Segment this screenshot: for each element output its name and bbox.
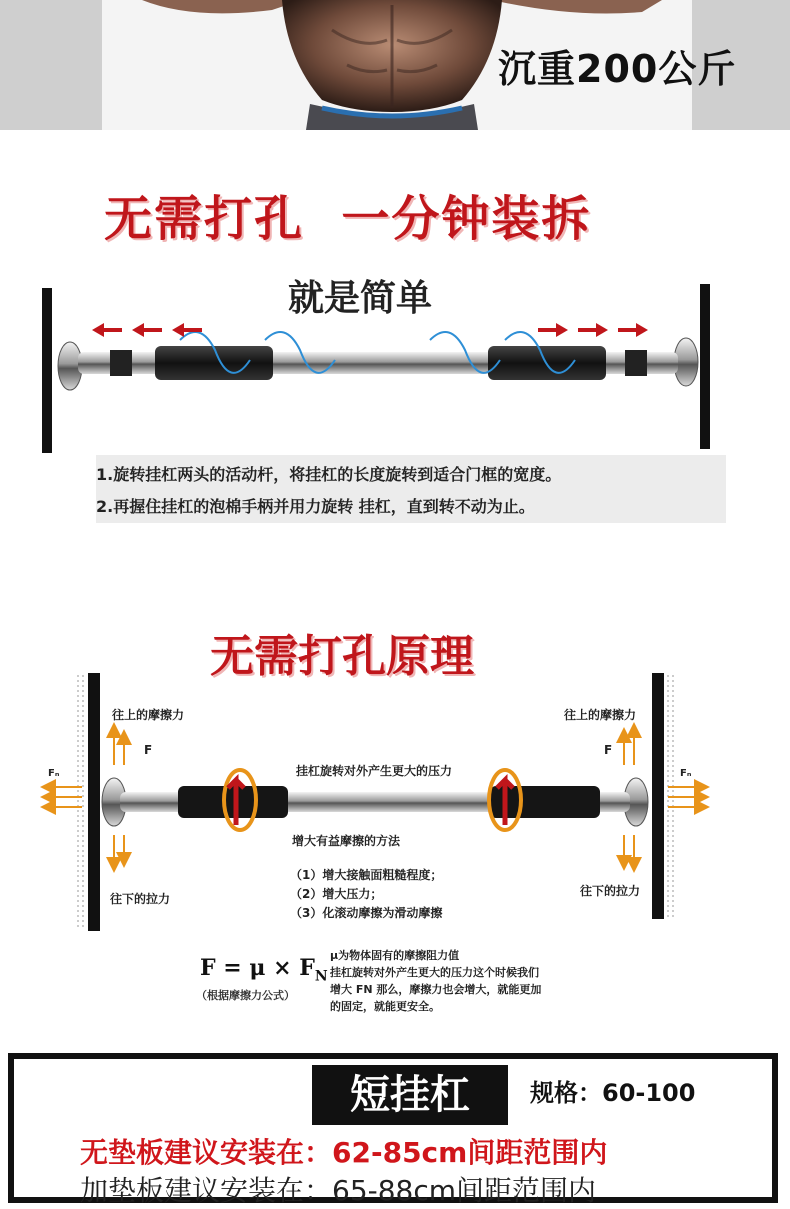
install-steps-box — [96, 455, 726, 523]
extend-arrows-right — [538, 323, 648, 337]
method-3: （3）化滚动摩擦为滑动摩擦 — [290, 906, 443, 920]
install-title: 无需打孔 一分钟装拆 — [104, 191, 592, 247]
pullup-bar-rotation-diagram — [0, 280, 790, 455]
method-2: （2）增大压力； — [290, 887, 383, 901]
banner-side-left — [0, 0, 102, 130]
install-step-1: 1.旋转挂杠两头的活动杆，将挂杠的长度旋转到适合门框的宽度。 — [96, 465, 562, 484]
wall-right — [652, 673, 664, 919]
formula-note: （根据摩擦力公式） — [196, 989, 295, 1002]
banner-panel — [0, 0, 790, 130]
up-friction-label-right: 往上的摩擦力 — [564, 708, 637, 722]
weight-capacity-text: 沉重200公斤 — [498, 47, 737, 91]
explain-line-2: 挂杠旋转对外产生更大的压力这个时候我们 — [330, 966, 539, 979]
wall-left — [88, 673, 100, 931]
explain-line-1: μ为物体固有的摩擦阻力值 — [330, 949, 460, 962]
method-title: 增大有益摩擦的方法 — [292, 834, 401, 848]
product-name-badge: 短挂杠 — [312, 1065, 508, 1125]
force-fn-label-right: Fₙ — [680, 768, 692, 779]
principle-title: 无需打孔原理 — [210, 631, 474, 682]
door-frame-left — [42, 288, 52, 453]
spec-panel — [0, 1045, 790, 1207]
principle-panel — [0, 550, 790, 1045]
rotation-pressure-label: 挂杠旋转对外产生更大的压力 — [296, 764, 453, 778]
product-size-spec: 规格：60-100 — [530, 1079, 696, 1107]
method-1: （1）增大接触面粗糙程度； — [290, 868, 443, 882]
install-subtitle: 就是简单 — [288, 278, 433, 319]
force-f-label-left: F — [144, 743, 153, 757]
up-friction-label-left: 往上的摩擦力 — [112, 708, 185, 722]
friction-formula: $F = \mu \times F_N$ — [200, 955, 328, 985]
explain-line-4: 的固定，就能更安全。 — [330, 1000, 440, 1013]
install-step-2: 2.再握住挂杠的泡棉手柄并用力旋转 挂杠，直到转不动为止。 — [96, 497, 535, 516]
install-panel — [0, 130, 790, 550]
down-pull-label-left: 往下的拉力 — [110, 892, 171, 906]
force-f-label-right: F — [604, 743, 613, 757]
door-frame-right — [700, 284, 710, 449]
force-fn-label-left: Fₙ — [48, 768, 60, 779]
formula-explanation — [330, 947, 620, 1015]
foam-grip-left — [155, 346, 273, 380]
with-pad-recommendation: 加垫板建议安装在：65-88cm间距范围内 — [80, 1174, 597, 1207]
no-pad-recommendation: 无垫板建议安装在：62-85cm间距范围内 — [80, 1136, 608, 1169]
explain-line-3: 增大 FN 那么，摩擦力也会增大，就能更加 — [330, 983, 542, 996]
down-pull-label-right: 往下的拉力 — [580, 884, 641, 898]
